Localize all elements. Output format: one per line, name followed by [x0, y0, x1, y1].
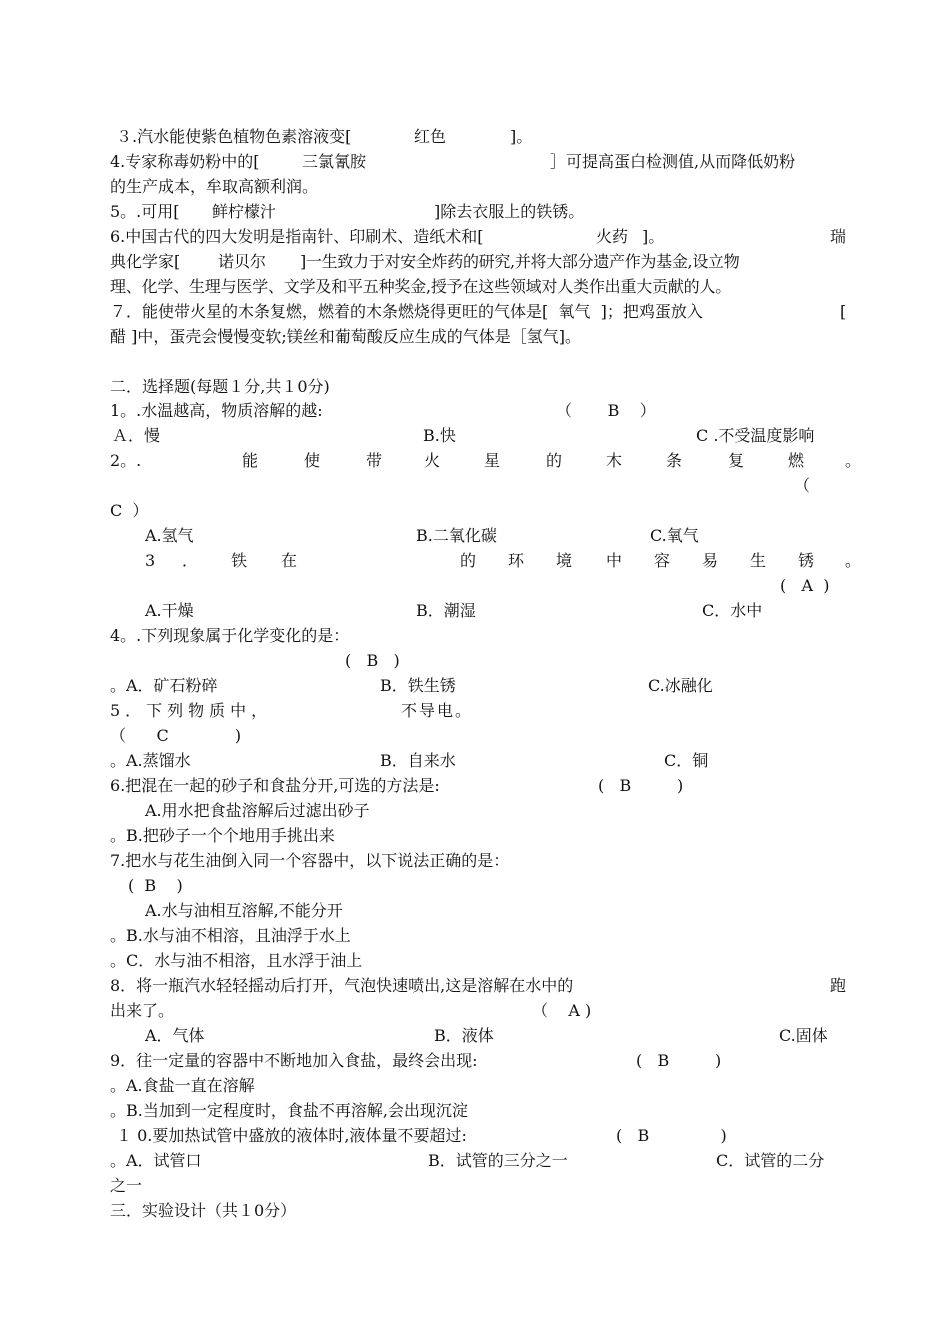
choice-q1-stem: 1。.水温越高，物质溶解的越: — [110, 401, 323, 420]
choice-q1-option-b: B.快 — [423, 426, 456, 445]
choice-q2-char: 火 — [424, 451, 441, 470]
fill-q5-pre: 5。.可用[ — [110, 202, 180, 221]
choice-q9-answer: ( B ) — [636, 1051, 722, 1070]
choice-q2-char: 带 — [366, 451, 383, 470]
choice-q2-option-c: C.氧气 — [650, 526, 699, 545]
fill-q6-line2-post: ]一生致力于对安全炸药的研究,并将大部分遗产作为基金,设立物 — [300, 252, 740, 271]
choice-q8-tail: 跑 — [830, 976, 847, 995]
choice-q4-option-b: B．铁生锈 — [380, 676, 456, 695]
choice-q3-option-b: B．潮湿 — [416, 601, 476, 620]
fill-q4-post: ］可提高蛋白检测值,从而降低奶粉 — [550, 152, 796, 171]
fill-q4-cont: 的生产成本，牟取高额利润。 — [110, 177, 319, 196]
choice-q2-char: 木 — [606, 451, 623, 470]
choice-q2-char: 能 — [242, 451, 259, 470]
choice-q10-option-a: 。A．试管口 — [110, 1151, 202, 1170]
choice-q5-stem-1: 5．下列物质中， — [110, 701, 273, 720]
choice-q2-char: 星 — [484, 451, 501, 470]
choice-q5-option-c: C．铜 — [664, 751, 709, 770]
choice-q3-answer: ( A ) — [780, 576, 830, 595]
fill-q7-line2: 醋 ]中，蛋壳会慢慢变软;镁丝和葡萄酸反应生成的气体是［氢气]。 — [110, 327, 581, 346]
choice-q3-char: 的 — [460, 551, 477, 570]
choice-q3-char: 容 — [654, 551, 671, 570]
choice-q7-stem: 7.把水与花生油倒入同一个容器中，以下说法正确的是： — [110, 851, 510, 870]
choice-q2-char: 条 — [666, 451, 683, 470]
choice-q3-number: 3 — [145, 551, 156, 570]
choice-q9-option-a: 。A.食盐一直在溶解 — [110, 1076, 255, 1095]
choice-q3-char: 铁 — [231, 551, 248, 570]
choice-q10-option-b: B．试管的三分之一 — [428, 1151, 568, 1170]
choice-q7-option-b: 。B.水与油不相溶，且油浮于水上 — [110, 926, 351, 945]
choice-q6-answer: ( B ) — [598, 776, 684, 795]
choice-q8-answer: （ A ) — [532, 1001, 592, 1020]
choice-q3-char: 易 — [702, 551, 719, 570]
fill-q4-answer: 三氯氰胺 — [302, 152, 367, 171]
choice-q10-answer: ( B ) — [616, 1126, 727, 1145]
choice-q3-char: 锈 — [798, 551, 815, 570]
choice-q9-option-b: 。B.当加到一定程度时，食盐不再溶解,会出现沉淀 — [110, 1101, 468, 1120]
fill-q7-line1: ７．能使带火星的木条复燃，燃着的木条燃烧得更旺的气体是[ 氧气 ]；把鸡蛋放入 — [110, 302, 703, 321]
fill-q3-pre: ３.汽水能使紫色植物色素溶液变[ — [116, 127, 352, 146]
section2-heading: 二．选择题(每题１分,共１0分) — [110, 377, 330, 396]
fill-q5-answer: 鲜柠檬汁 — [212, 202, 277, 221]
fill-q4-pre: 4.专家称毒奶粉中的[ — [110, 152, 260, 171]
fill-q5-post: ]除去衣服上的铁锈。 — [434, 202, 585, 221]
choice-q2-number: 2。. — [110, 451, 142, 470]
fill-q6-answer2: 诺贝尔 — [218, 252, 267, 271]
choice-q2-char: 燃 — [788, 451, 805, 470]
choice-q6-option-a: A.用水把食盐溶解后过滤出砂子 — [145, 801, 370, 820]
choice-q2-char: 使 — [304, 451, 321, 470]
choice-q4-answer: ( B ) — [345, 651, 400, 670]
choice-q4-option-c: C.冰融化 — [648, 676, 713, 695]
choice-q10-stem: １ 0.要加热试管中盛放的液体时,液体量不要超过: — [116, 1126, 467, 1145]
choice-q3-char: 在 — [281, 551, 298, 570]
choice-q7-answer: ( B ) — [128, 876, 183, 895]
choice-q6-option-b: 。B.把砂子一个个地用手挑出来 — [110, 826, 335, 845]
choice-q4-stem: 4。.下列现象属于化学变化的是： — [110, 626, 350, 645]
choice-q5-option-b: B．自来水 — [380, 751, 456, 770]
section3-heading: 三．实验设计（共１0分） — [110, 1201, 297, 1220]
fill-q3-post: ]。 — [510, 127, 533, 146]
choice-q3-char: 中 — [606, 551, 623, 570]
choice-q2-option-b: B.二氧化碳 — [416, 526, 497, 545]
fill-q7-line1-tail: [ — [840, 302, 847, 321]
fill-q6-line3: 理、化学、生理与医学、文学及和平五种奖金,授予在这些领域对人类作出重大贡献的人。 — [110, 277, 732, 296]
choice-q10-cont: 之一 — [110, 1176, 143, 1195]
choice-q2-char: 。 — [845, 451, 862, 470]
choice-q8-option-c: C.固体 — [779, 1026, 828, 1045]
choice-q7-option-a: A.水与油相互溶解,不能分开 — [145, 901, 343, 920]
choice-q5-answer: （ C ) — [110, 726, 242, 745]
fill-q6-answer: 火药 — [596, 227, 629, 246]
choice-q3-char: 环 — [508, 551, 525, 570]
choice-q8-cont: 出来了。 — [110, 1001, 175, 1020]
fill-q6-tail: 瑞 — [830, 227, 847, 246]
choice-q5-option-a: 。A.蒸馏水 — [110, 751, 191, 770]
choice-q1-answer: （ B ） — [556, 401, 656, 420]
choice-q8-option-a: A．气体 — [145, 1026, 205, 1045]
choice-q6-stem: 6.把混在一起的砂子和食盐分开,可选的方法是: — [110, 776, 440, 795]
choice-q3-option-c: C．水中 — [702, 601, 763, 620]
choice-q8-option-b: B．液体 — [434, 1026, 494, 1045]
fill-q6-pre: 6.中国古代的四大发明是指南针、印刷术、造纸术和[ — [110, 227, 484, 246]
choice-q5-stem-2: 不导电。 — [401, 701, 474, 720]
choice-q3-char: 生 — [750, 551, 767, 570]
choice-q3-char: 。 — [845, 551, 862, 570]
choice-q3-dot: ． — [182, 551, 199, 570]
fill-q6-post: ]。 — [642, 227, 665, 246]
fill-q6-line2-pre: 典化学家[ — [110, 252, 181, 271]
choice-q2-option-a: A.氢气 — [145, 526, 194, 545]
choice-q8-stem: 8．将一瓶汽水轻轻摇动后打开，气泡快速喷出,这是溶解在水中的 — [110, 976, 574, 995]
choice-q2-paren: （ — [794, 476, 811, 495]
fill-q3-answer: 红色 — [414, 127, 447, 146]
choice-q1-option-c: C .不受温度影响 — [696, 426, 815, 445]
choice-q1-option-a: Ａ．慢 — [112, 426, 161, 445]
choice-q10-option-c: C．试管的二分 — [716, 1151, 825, 1170]
choice-q7-option-c: 。C．水与油不相溶，且水浮于油上 — [110, 951, 363, 970]
choice-q2-char: 的 — [546, 451, 563, 470]
choice-q3-char: 境 — [556, 551, 573, 570]
choice-q4-option-a: 。A．矿石粉碎 — [110, 676, 218, 695]
choice-q3-option-a: A.干燥 — [145, 601, 194, 620]
choice-q9-stem: 9．往一定量的容器中不断地加入食盐，最终会出现: — [110, 1051, 478, 1070]
choice-q2-answer: C ） — [110, 501, 149, 520]
choice-q2-char: 复 — [728, 451, 745, 470]
